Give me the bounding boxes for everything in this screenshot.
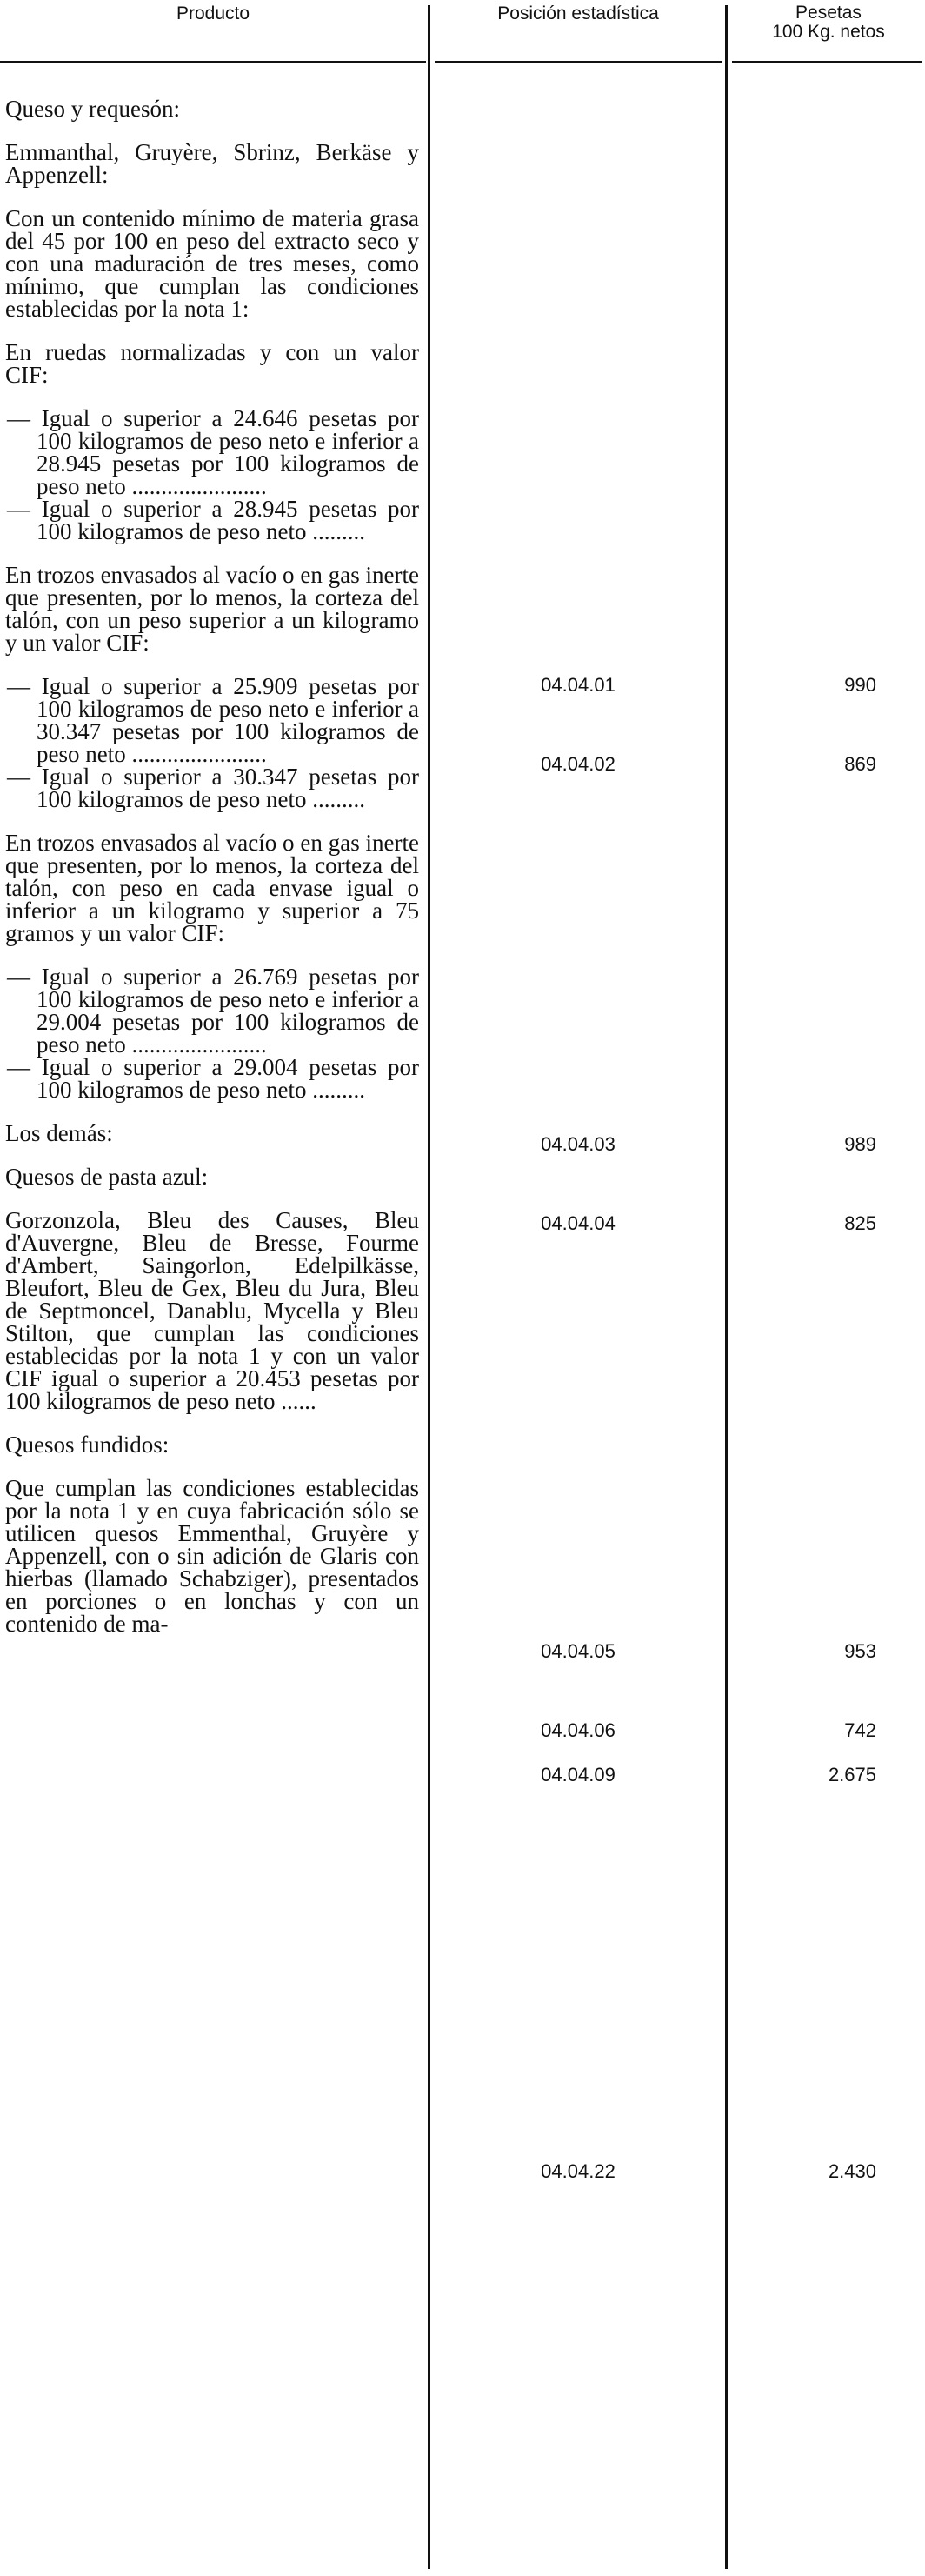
pesetas-value: 2.675: [828, 1764, 876, 1785]
position-value: 04.04.02: [541, 753, 616, 775]
pesetas-value: 869: [844, 753, 876, 775]
header-pesetas-line1: Pesetas: [795, 3, 862, 23]
position-value: 04.04.01: [541, 674, 616, 696]
header-pesetas-line2: 100 Kg. netos: [772, 22, 885, 42]
position-value: 04.04.05: [541, 1640, 616, 1662]
pesetas-value: 825: [844, 1212, 876, 1234]
position-value: 04.04.06: [541, 1719, 616, 1741]
section-heading-cheese: Queso y requesón:: [5, 96, 180, 122]
header-pesetas: [732, 3, 925, 57]
position-value: 04.04.22: [541, 2160, 616, 2182]
section-heading-blue-cheese: Quesos de pasta azul:: [5, 1164, 209, 1190]
item-04-04-02: — Igual o superior a 28.945 pesetas por 100 kilogramos de peso neto .........: [7, 496, 419, 544]
position-value: 04.04.04: [541, 1212, 616, 1234]
item-04-04-06: — Igual o superior a 29.004 pesetas por 100 kilogramos de peso neto .........: [7, 1054, 419, 1103]
fat-content-condition: Con un contenido mínimo de materia grasa del 45 por 100 en peso del extracto seco y con una maduración de tres meses, como mínimo, que cumplan las condiciones establecidas por la nota 1:: [5, 205, 419, 322]
pesetas-value: 953: [844, 1640, 876, 1662]
column-divider-right: [725, 5, 728, 2569]
header-product: Producto: [176, 3, 250, 23]
position-value: 04.04.09: [541, 1764, 616, 1785]
section-heading-processed-cheese: Quesos fundidos:: [5, 1431, 170, 1458]
item-04-04-04: — Igual o superior a 30.347 pesetas por 100 kilogramos de peso neto .........: [7, 764, 419, 812]
item-04-04-03: — Igual o superior a 25.909 pesetas por 100 kilogramos de peso neto e inferior a 30.347 pesetas por 100 kilogramos de peso neto .......................: [7, 673, 419, 767]
pesetas-value: 990: [844, 674, 876, 696]
pesetas-value: 989: [844, 1133, 876, 1155]
header-position: Posición estadística: [497, 3, 659, 23]
blue-cheese-varieties: Gorzonzola, Bleu des Causes, Bleu d'Auvergne, Bleu de Bresse, Fourme d'Ambert, Saingorlon, Edelpilkässe, Bleufort, Bleu de Gex, Bleu du Jura, Bleu de Septmoncel, Danablu, Mycella y Bleu Stilton, que cumplan las condiciones establecidas por la nota 1 y con un valor CIF igual o superior a 20.453 pesetas por 100 kilogramos de peso neto ......: [5, 1207, 419, 1414]
vacuum-pieces-heading-1: En trozos envasados al vacío o en gas inerte que presenten, por lo menos, la corteza del talón, con un peso superior a un kilogramo y un valor CIF:: [5, 562, 419, 656]
item-04-04-01: — Igual o superior a 24.646 pesetas por 100 kilogramos de peso neto e inferior a 28.945 pesetas por 100 kilogramos de peso neto .......................: [7, 405, 419, 499]
column-divider-left: [428, 5, 430, 2569]
item-04-04-05: — Igual o superior a 26.769 pesetas por 100 kilogramos de peso neto e inferior a 29.004 pesetas por 100 kilogramos de peso neto .......................: [7, 964, 419, 1058]
position-value: 04.04.03: [541, 1133, 616, 1155]
pesetas-value: 2.430: [828, 2160, 876, 2182]
wheels-cif-heading: En ruedas normalizadas y con un valor CIF:: [5, 339, 419, 388]
others-label: Los demás:: [5, 1120, 113, 1146]
pesetas-value: 742: [844, 1719, 876, 1741]
header-rule-pesetas: [732, 61, 922, 63]
header-rule-product: [0, 61, 426, 63]
processed-cheese-condition: Que cumplan las condiciones establecidas por la nota 1 y en cuya fabricación sólo se utilicen quesos Emmenthal, Gruyère y Appenzell, con o sin adición de Glaris con hierbas (llamado Schabziger), presentados en porciones o en lonchas y con un contenido de ma-: [5, 1475, 419, 1637]
cheese-varieties: Emmanthal, Gruyère, Sbrinz, Berkäse y Appenzell:: [5, 139, 419, 188]
product-column: [5, 97, 419, 1656]
header-rule-position: [435, 61, 722, 63]
vacuum-pieces-heading-2: En trozos envasados al vacío o en gas inerte que presenten, por lo menos, la corteza del talón, con peso en cada envase igual o inferior a un kilogramo y superior a 75 gramos y un valor CIF:: [5, 830, 419, 946]
